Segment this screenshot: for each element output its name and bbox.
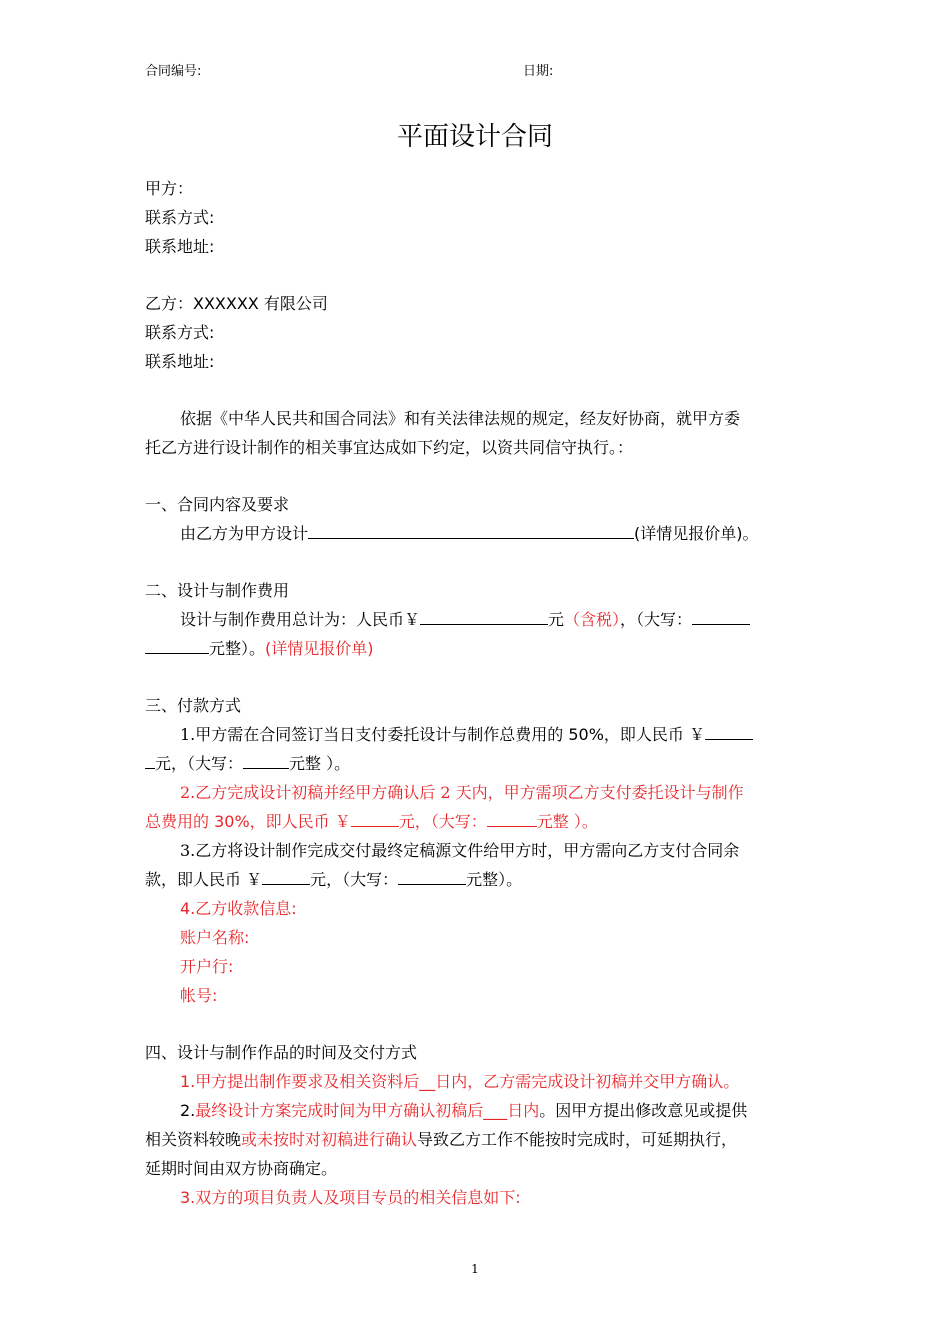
party-b-label: 乙方：XXXXXX 有限公司 <box>145 294 328 313</box>
payment-item-1-line-2: 元，（大写： 元整 ）。 <box>145 751 350 774</box>
payment-1-amount-blank[interactable] <box>705 725 753 740</box>
payment-3-amount-blank[interactable] <box>262 870 310 885</box>
party-b-contact: 联系方式: <box>145 323 215 342</box>
payment-2-amount-blank[interactable] <box>351 812 399 827</box>
page-number: 1 <box>471 1262 479 1276</box>
contract-number-label: 合同编号: <box>145 64 202 79</box>
payment-1-words-blank[interactable] <box>243 754 289 769</box>
party-a-label: 甲方： <box>145 179 194 198</box>
delivery-item-2-line-3: 延期时间由双方协商确定。 <box>145 1159 338 1178</box>
section-1-body: 由乙方为甲方设计 (详情见报价单)。 <box>180 524 759 543</box>
total-fee-words-blank-cont[interactable] <box>145 639 209 654</box>
section-2-line-1: 设计与制作费用总计为：人民币￥ 元（含税），（大写： <box>180 607 750 630</box>
section-2-line-2: 元整）。(详情见报价单) <box>145 636 374 659</box>
delivery-item-1: 1.甲方提出制作要求及相关资料后__日内，乙方需完成设计初稿并交甲方确认。 <box>180 1072 740 1091</box>
payment-item-3-line-2: 款，即人民币 ￥ 元，（大写： 元整）。 <box>145 870 523 889</box>
intro-line-1: 依据《中华人民共和国合同法》和有关法律法规的规定，经友好协商，就甲方委 <box>180 409 741 428</box>
payment-2-words-blank[interactable] <box>487 812 537 827</box>
bank-label: 开户行: <box>180 957 234 976</box>
section-4-heading: 四、设计与制作作品的时间及交付方式 <box>145 1043 418 1062</box>
delivery-item-2-line-2: 相关资料较晚或未按时对初稿进行确认导致乙方工作不能按时完成时，可延期执行， <box>145 1130 738 1149</box>
intro-line-2: 托乙方进行设计制作的相关事宜达成如下约定，以资共同信守执行。： <box>145 438 634 457</box>
payment-item-2-line-1: 2.乙方完成设计初稿并经甲方确认后 2 天内，甲方需项乙方支付委托设计与制作 <box>180 783 744 802</box>
account-name-label: 账户名称: <box>180 928 250 947</box>
section-1-heading: 一、合同内容及要求 <box>145 495 290 514</box>
section-2-heading: 二、设计与制作费用 <box>145 581 290 600</box>
payment-item-2-line-2: 总费用的 30%，即人民币 ￥ 元，（大写： 元整 ）。 <box>145 812 598 831</box>
payment-3-words-blank[interactable] <box>398 870 466 885</box>
total-fee-blank[interactable] <box>420 610 548 625</box>
total-fee-words-blank[interactable] <box>692 610 750 625</box>
delivery-item-3: 3.双方的项目负责人及项目专员的相关信息如下: <box>180 1188 521 1207</box>
payment-item-3-line-1: 3.乙方将设计制作完成交付最终定稿源文件给甲方时，甲方需向乙方支付合同余 <box>180 841 740 860</box>
payee-info-heading: 4.乙方收款信息: <box>180 899 297 918</box>
delivery-item-2-line-1: 2.最终设计方案完成时间为甲方确认初稿后___日内。因甲方提出修改意见或提供 <box>180 1101 748 1120</box>
page-title: 平面设计合同 <box>396 122 553 152</box>
party-a-address: 联系地址: <box>145 237 215 256</box>
payment-item-1-line-1: 1.甲方需在合同签订当日支付委托设计与制作总费用的 50%，即人民币 ￥ <box>180 722 753 745</box>
party-b-address: 联系地址: <box>145 352 215 371</box>
date-label: 日期: <box>523 64 554 79</box>
party-a-contact: 联系方式: <box>145 208 215 227</box>
account-number-label: 帐号: <box>180 986 218 1005</box>
design-item-blank[interactable] <box>308 524 634 539</box>
section-3-heading: 三、付款方式 <box>145 696 242 715</box>
